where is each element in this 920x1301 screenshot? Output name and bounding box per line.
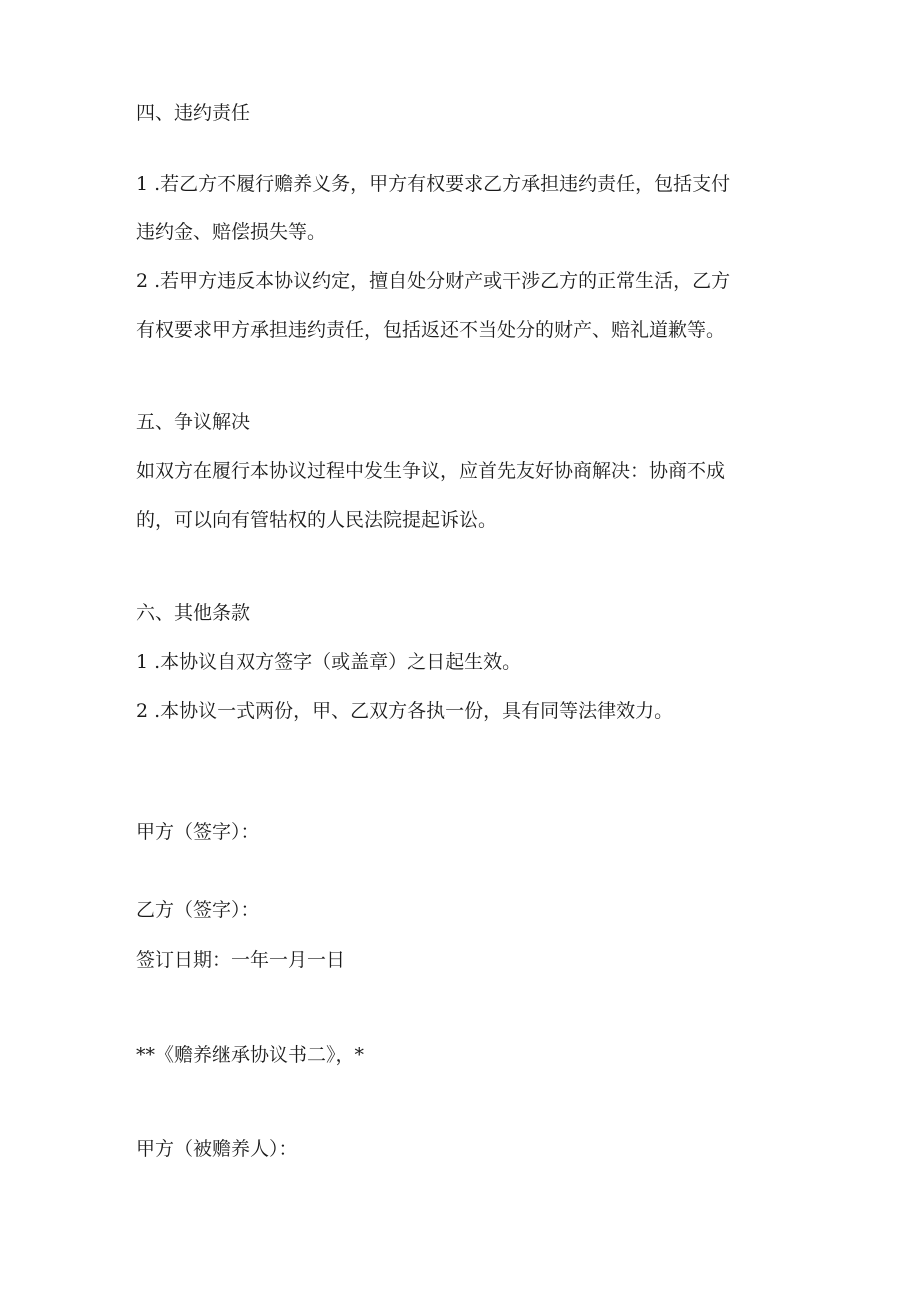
party-b-signature-label: 乙方（签字）： bbox=[136, 899, 260, 921]
section-5-heading: 五、争议解决 bbox=[136, 411, 251, 433]
section-4-heading: 四、违约责任 bbox=[136, 102, 251, 124]
section-4-item-1-line-2: 违约金、赔偿损失等。 bbox=[136, 221, 327, 243]
section-6-item-1: 1 .本协议自双方签字（或盖章）之日起生效。 bbox=[136, 651, 522, 673]
signing-date: 签订日期：一年一月一日 bbox=[136, 949, 346, 971]
party-a-signature-label: 甲方（签字）： bbox=[136, 821, 260, 843]
section-4-item-1-line-1: 1 .若乙方不履行赡养义务，甲方有权要求乙方承担违约责任，包括支付 bbox=[136, 173, 731, 195]
section-5-body-line-2: 的，可以向有管牯权的人民法院提起诉讼。 bbox=[136, 509, 498, 531]
section-5-body-line-1: 如双方在履行本协议过程中发生争议，应首先友好协商解决：协商不成 bbox=[136, 460, 726, 482]
next-document-title: **《赡养继承协议书二》，* bbox=[136, 1044, 365, 1066]
section-6-heading: 六、其他条款 bbox=[136, 602, 251, 624]
section-6-item-2: 2 .本协议一式两份，甲、乙双方各执一份，具有同等法律效力。 bbox=[136, 700, 674, 722]
section-4-item-2-line-1: 2 .若甲方违反本协议约定，擅自处分财产或干涉乙方的正常生活，乙方 bbox=[136, 270, 731, 292]
next-document-party-a-label: 甲方（被赡养人）： bbox=[136, 1138, 298, 1160]
section-4-item-2-line-2: 有权要求甲方承担违约责任，包括返还不当处分的财产、赔礼道歉等。 bbox=[136, 319, 726, 341]
